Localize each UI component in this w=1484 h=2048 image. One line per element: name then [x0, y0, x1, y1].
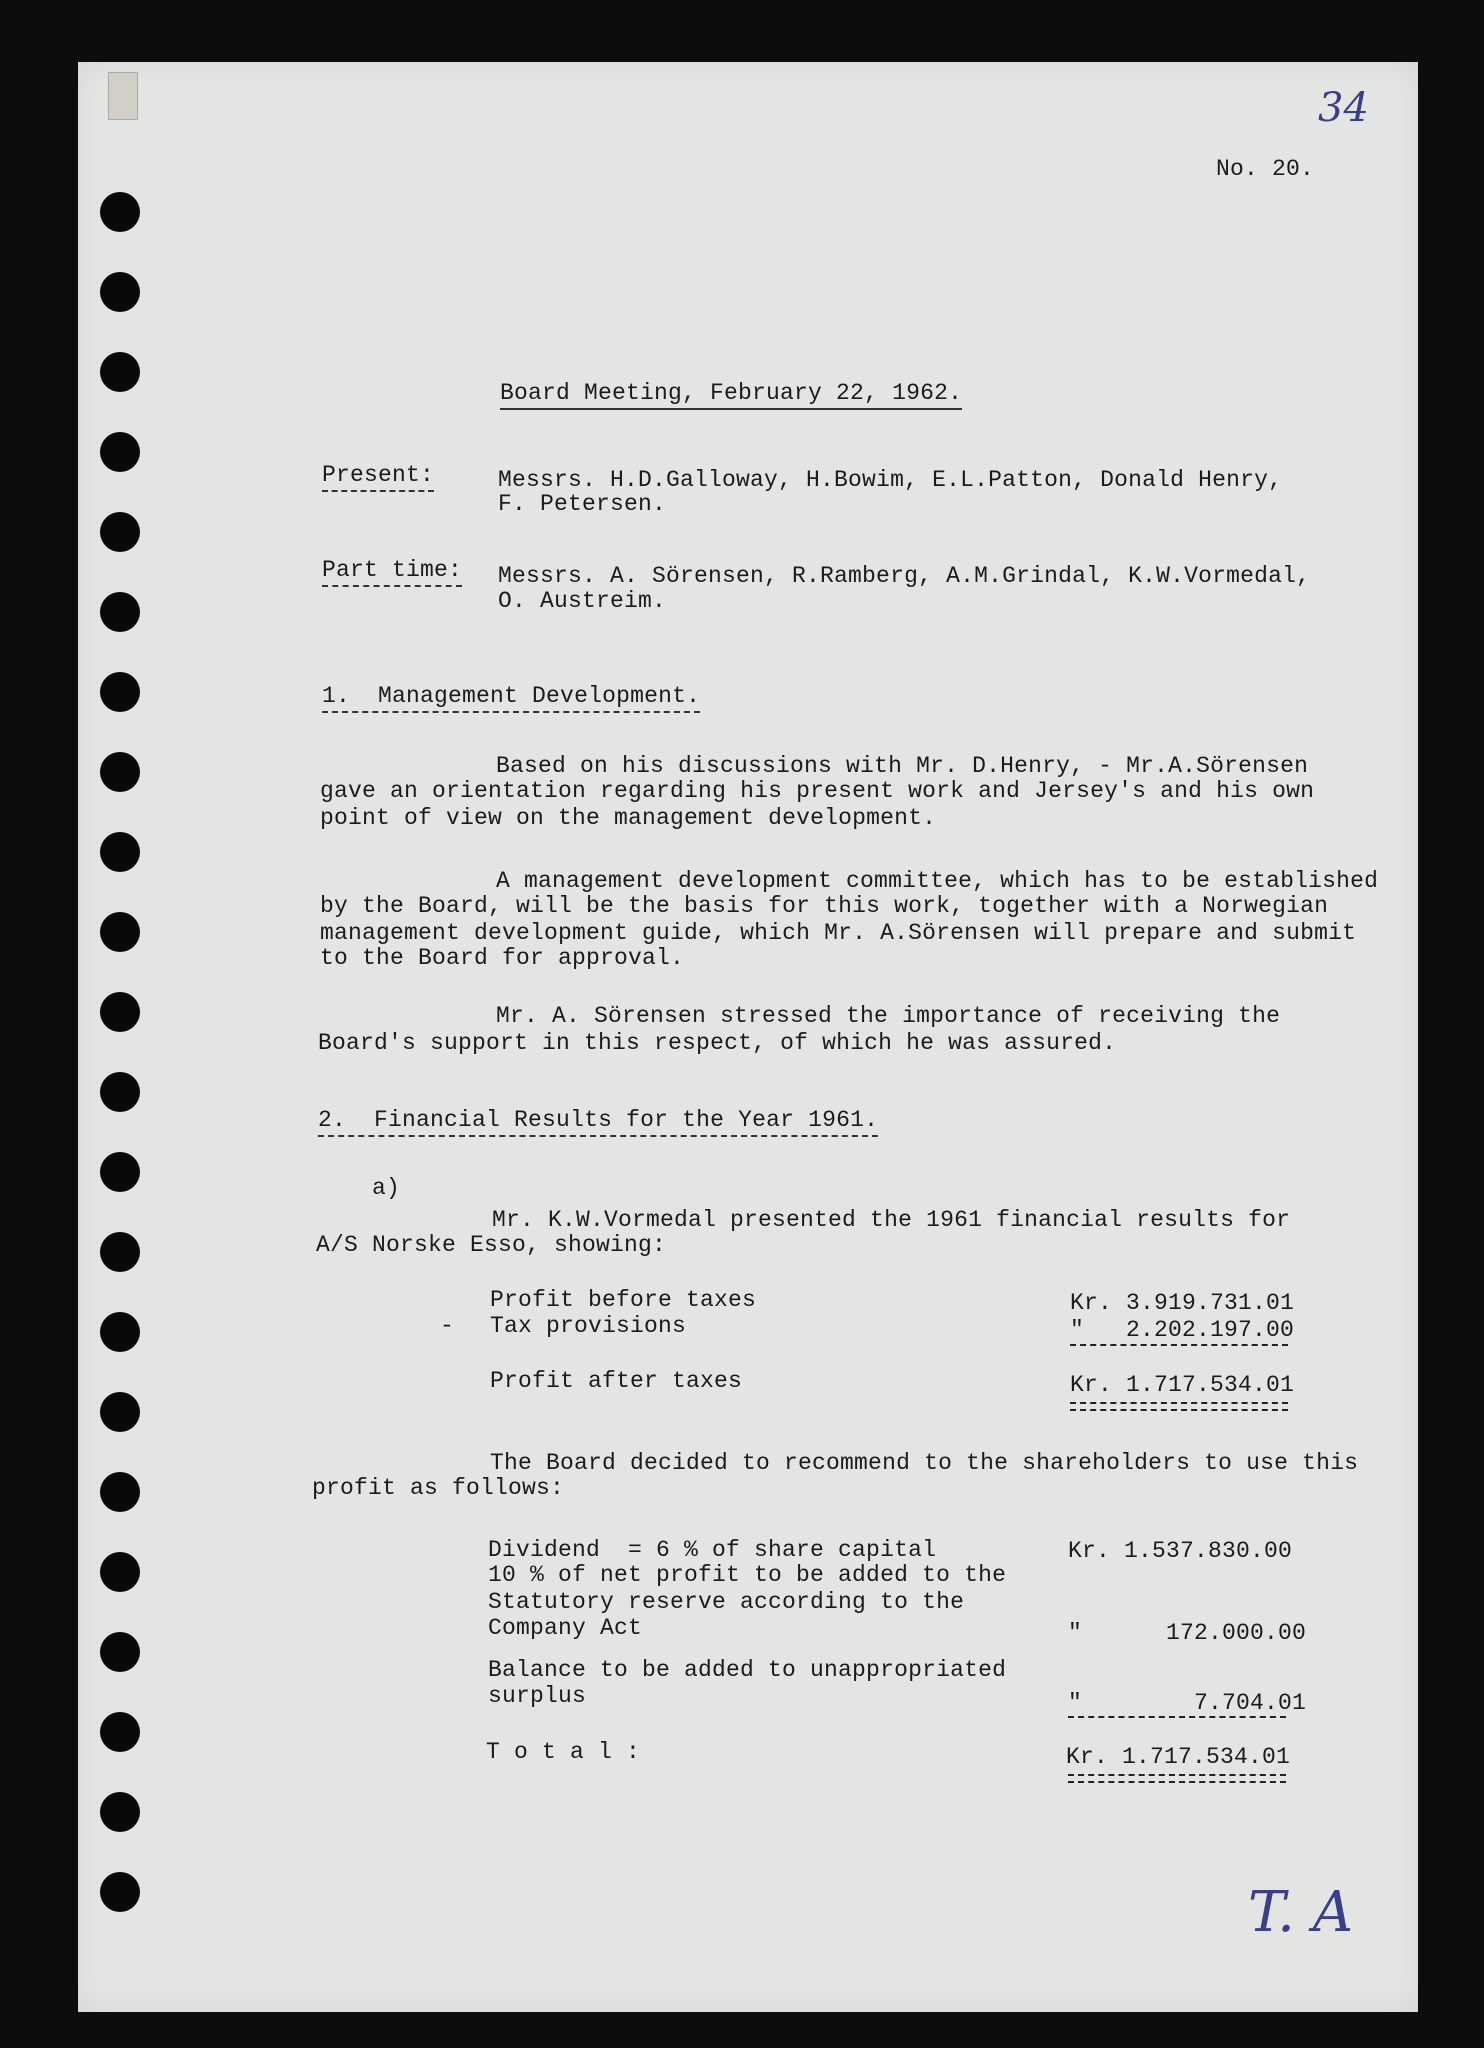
allocation-label: Balance to be added to unappropriated [488, 1657, 1007, 1683]
allocation-value: Kr. 1.537.830.00 [1068, 1538, 1293, 1564]
subsection-label: a) [372, 1175, 401, 1201]
punch-hole [100, 432, 140, 472]
punch-hole [100, 1152, 140, 1192]
paragraph-line: Based on his discussions with Mr. D.Henry, - Mr.A.Sörensen [496, 753, 1309, 779]
punch-hole [100, 1712, 140, 1752]
allocation-value: " 172.000.00 [1068, 1620, 1307, 1646]
paragraph-line: The Board decided to recommend to the shareholders to use this [490, 1450, 1359, 1476]
double-underline [1070, 1402, 1288, 1411]
handwritten-initials: T. A [1248, 1880, 1354, 1945]
paragraph-line: Mr. A. Sörensen stressed the importance of receiving the [496, 1003, 1281, 1029]
punch-hole [100, 1872, 140, 1912]
paragraph-line: profit as follows: [312, 1475, 565, 1501]
punch-hole [100, 1472, 140, 1512]
present-label: Present: [322, 462, 434, 492]
handwritten-page-number: 34 [1318, 85, 1369, 131]
result-value: " 2.202.197.00 [1070, 1317, 1295, 1343]
allocation-label: surplus [488, 1683, 587, 1709]
subtotal-underline [1070, 1344, 1288, 1346]
allocation-label: Company Act [488, 1615, 643, 1641]
paragraph-line: A/S Norske Esso, showing: [316, 1232, 667, 1258]
present-line: F. Petersen. [498, 491, 667, 517]
punch-hole [100, 752, 140, 792]
punch-hole [100, 992, 140, 1032]
punch-hole [100, 512, 140, 552]
part-time-line: O. Austreim. [498, 588, 667, 614]
subtotal-underline [1068, 1716, 1286, 1718]
punch-hole [100, 672, 140, 712]
double-underline [1068, 1774, 1286, 1783]
result-value: Kr. 1.717.534.01 [1070, 1372, 1295, 1398]
total-label: T o t a l : [486, 1739, 641, 1765]
allocation-label: Statutory reserve according to the [488, 1589, 965, 1615]
punch-hole [100, 1312, 140, 1352]
punch-hole [100, 832, 140, 872]
paragraph-line: Mr. K.W.Vormedal presented the 1961 financial results for [492, 1207, 1291, 1233]
heading-number: 2. [318, 1107, 347, 1133]
allocation-value: " 7.704.01 [1068, 1690, 1307, 1716]
paragraph-line: Board's support in this respect, of which he was assured. [318, 1030, 1117, 1056]
paragraph-line: point of view on the management development. [320, 805, 937, 831]
punch-hole [100, 192, 140, 232]
heading-text: Management Development. [378, 683, 701, 709]
punch-hole [100, 912, 140, 952]
heading-number: 1. [322, 683, 351, 709]
heading-text: Financial Results for the Year 1961. [374, 1107, 879, 1133]
part-time-line: Messrs. A. Sörensen, R.Ramberg, A.M.Grindal, K.W.Vormedal, [498, 563, 1311, 589]
punch-hole [100, 1392, 140, 1432]
result-label: Profit after taxes [490, 1368, 743, 1394]
minus-sign: - [440, 1313, 455, 1339]
part-time-label: Part time: [322, 557, 462, 587]
section-heading [318, 1107, 878, 1137]
paragraph-line: by the Board, will be the basis for this work, together with a Norwegian [320, 893, 1329, 919]
section-heading-number [322, 683, 700, 713]
punch-hole [100, 1792, 140, 1832]
total-value: Kr. 1.717.534.01 [1066, 1744, 1291, 1770]
punch-hole [100, 592, 140, 632]
punch-hole [100, 352, 140, 392]
allocation-label: Dividend = 6 % of share capital [488, 1537, 937, 1563]
page-tab [108, 72, 138, 120]
document-number: No. 20. [1216, 156, 1315, 182]
paragraph-line: A management development committee, which has to be established [496, 868, 1379, 894]
present-line: Messrs. H.D.Galloway, H.Bowim, E.L.Patton, Donald Henry, [498, 467, 1283, 493]
punch-hole [100, 272, 140, 312]
punch-hole [100, 1072, 140, 1112]
paragraph-line: gave an orientation regarding his present work and Jersey's and his own [320, 778, 1315, 804]
paragraph-line: to the Board for approval. [320, 945, 685, 971]
result-label: Profit before taxes [490, 1287, 757, 1313]
punch-hole [100, 1232, 140, 1272]
result-label: Tax provisions [490, 1313, 687, 1339]
punch-hole [100, 1552, 140, 1592]
result-value: Kr. 3.919.731.01 [1070, 1290, 1295, 1316]
punch-hole [100, 1632, 140, 1672]
paragraph-line: management development guide, which Mr. A.Sörensen will prepare and submit [320, 920, 1357, 946]
allocation-label: 10 % of net profit to be added to the [488, 1562, 1007, 1588]
page-title: Board Meeting, February 22, 1962. [500, 380, 962, 410]
